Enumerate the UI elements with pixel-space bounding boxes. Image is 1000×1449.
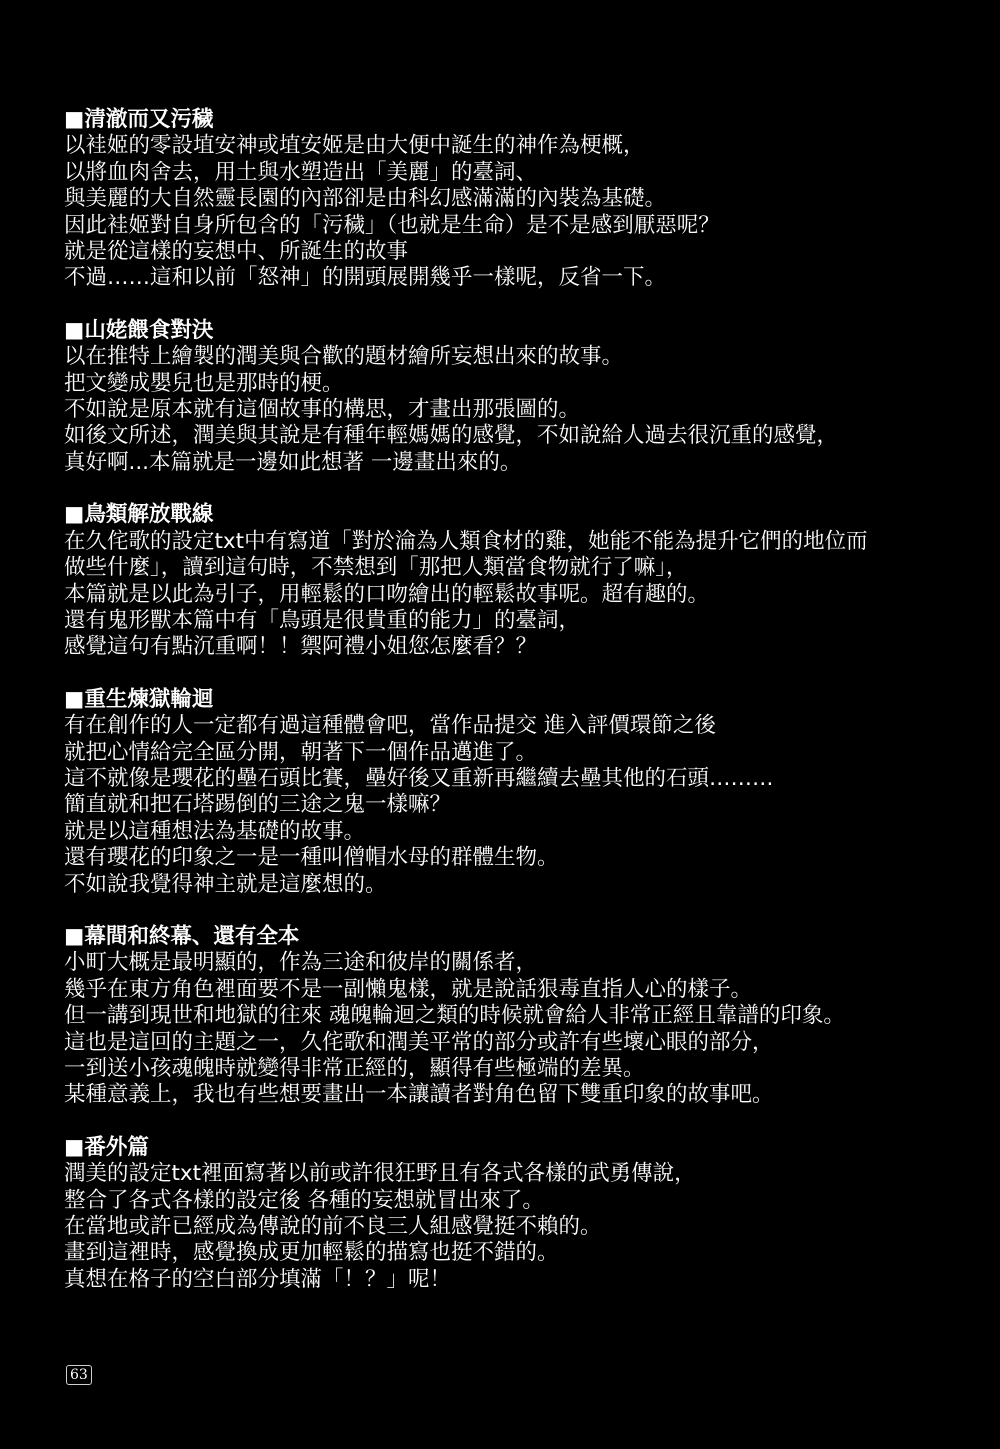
section-1 (64, 107, 974, 292)
section-5 (64, 924, 974, 1109)
body-line: 不過……這和以前「怒神」的開頭展開幾乎一樣呢，反省一下。 (64, 265, 667, 291)
page-number: 63 (66, 1365, 92, 1385)
body-line: 但一講到現世和地獄的往來 魂魄輪迴之類的時候就會給人非常正經且靠譜的印象。 (64, 1003, 845, 1029)
body-line: 因此袿姬對自身所包含的「污穢」（也就是生命）是不是感到厭惡呢？ (64, 212, 720, 238)
body-line: 與美麗的大自然靈長園的內部卻是由科幻感滿滿的內裝為基礎。 (64, 186, 667, 212)
body-line: 還有鬼形獸本篇中有「鳥頭是很貴重的能力」的臺詞， (64, 607, 581, 633)
section-heading: ■清澈而又污穢 (64, 107, 214, 132)
body-line: 小町大概是最明顯的，作為三途和彼岸的關係者， (64, 950, 538, 976)
section-heading: ■鳥類解放戰線 (64, 502, 214, 528)
section-heading: ■番外篇 (64, 1134, 149, 1160)
body-line: 感覺這句有點沉重啊！！禦阿禮小姐您怎麼看？？ (64, 634, 538, 660)
body-line: 就是從這樣的妄想中、所誕生的故事 (64, 239, 409, 265)
body-line: 真想在格子的空白部分填滿「！？」呢！ (64, 1266, 452, 1292)
body-line: 這也是這回的主題之一，久侘歌和潤美平常的部分或許有些壞心眼的部分， (64, 1029, 774, 1055)
section-3 (64, 502, 974, 660)
body-line: 以在推特上繪製的潤美與合歡的題材繪所妄想出來的故事。 (64, 344, 624, 370)
body-line: 就是以這種想法為基礎的故事。 (64, 818, 366, 844)
body-line: 有在創作的人一定都有過這種體會吧，當作品提交 進入評價環節之後 (64, 713, 716, 739)
body-line: 整合了各式各樣的設定後 各種的妄想就冒出來了。 (64, 1187, 544, 1213)
body-line: 以將血肉舍去，用土與水塑造出「美麗」的臺詞、 (64, 159, 538, 185)
body-line: 畫到這裡時，感覺換成更加輕鬆的描寫也挺不錯的。 (64, 1240, 559, 1266)
section-6 (64, 1135, 974, 1293)
body-line: 如後文所述，潤美與其說是有種年輕媽媽的感覺，不如說給人過去很沉重的感覺， (64, 423, 839, 449)
body-line: 不如說是原本就有這個故事的構思，才畫出那張圖的。 (64, 397, 581, 423)
body-line: 某種意義上，我也有些想要畫出一本讓讀者對角色留下雙重印象的故事吧。 (64, 1082, 774, 1108)
body-line: 在當地或許已經成為傳說的前不良三人組感覺挺不賴的。 (64, 1214, 602, 1240)
body-line: 不如說我覺得神主就是這麼想的。 (64, 871, 387, 897)
section-heading: ■幕間和終幕、還有全本 (64, 923, 300, 949)
body-line: 本篇就是以此為引子，用輕鬆的口吻繪出的輕鬆故事呢。超有趣的。 (64, 581, 710, 607)
document-body (64, 107, 974, 1319)
body-line: 把文變成嬰兒也是那時的梗。 (64, 370, 344, 396)
body-line: 真好啊...本篇就是一邊如此想著 一邊畫出來的。 (64, 449, 522, 475)
body-line: 就把心情給完全區分開，朝著下一個作品邁進了。 (64, 739, 538, 765)
section-heading: ■重生煉獄輪迴 (64, 686, 214, 712)
body-line: 這不就像是瓔花的壘石頭比賽，壘好後又重新再繼續去壘其他的石頭……… (64, 765, 774, 791)
section-4 (64, 687, 974, 898)
body-line: 幾乎在東方角色裡面要不是一副懶鬼樣，就是說話狠毒直指人心的樣子。 (64, 976, 753, 1002)
body-line: 在久侘歌的設定txt中有寫道「對於淪為人類食材的雞，她能不能為提升它們的地位而 (64, 528, 868, 554)
body-line: 簡直就和把石塔踢倒的三途之鬼一樣嘛？ (64, 792, 452, 818)
body-line: 以袿姬的零設埴安神或埴安姬是由大便中誕生的神作為梗概， (64, 133, 645, 159)
body-line: 做些什麼」，讀到這句時，不禁想到「那把人類當食物就行了嘛」， (64, 555, 688, 581)
section-2 (64, 318, 974, 476)
body-line: 潤美的設定txt裡面寫著以前或許很狂野且有各式各樣的武勇傳說， (64, 1161, 696, 1187)
section-heading: ■山姥餵食對決 (64, 317, 214, 343)
body-line: 一到送小孩魂魄時就變得非常正經的，顯得有些極端的差異。 (64, 1056, 645, 1081)
body-line: 還有瓔花的印象之一是一種叫僧帽水母的群體生物。 (64, 845, 559, 871)
